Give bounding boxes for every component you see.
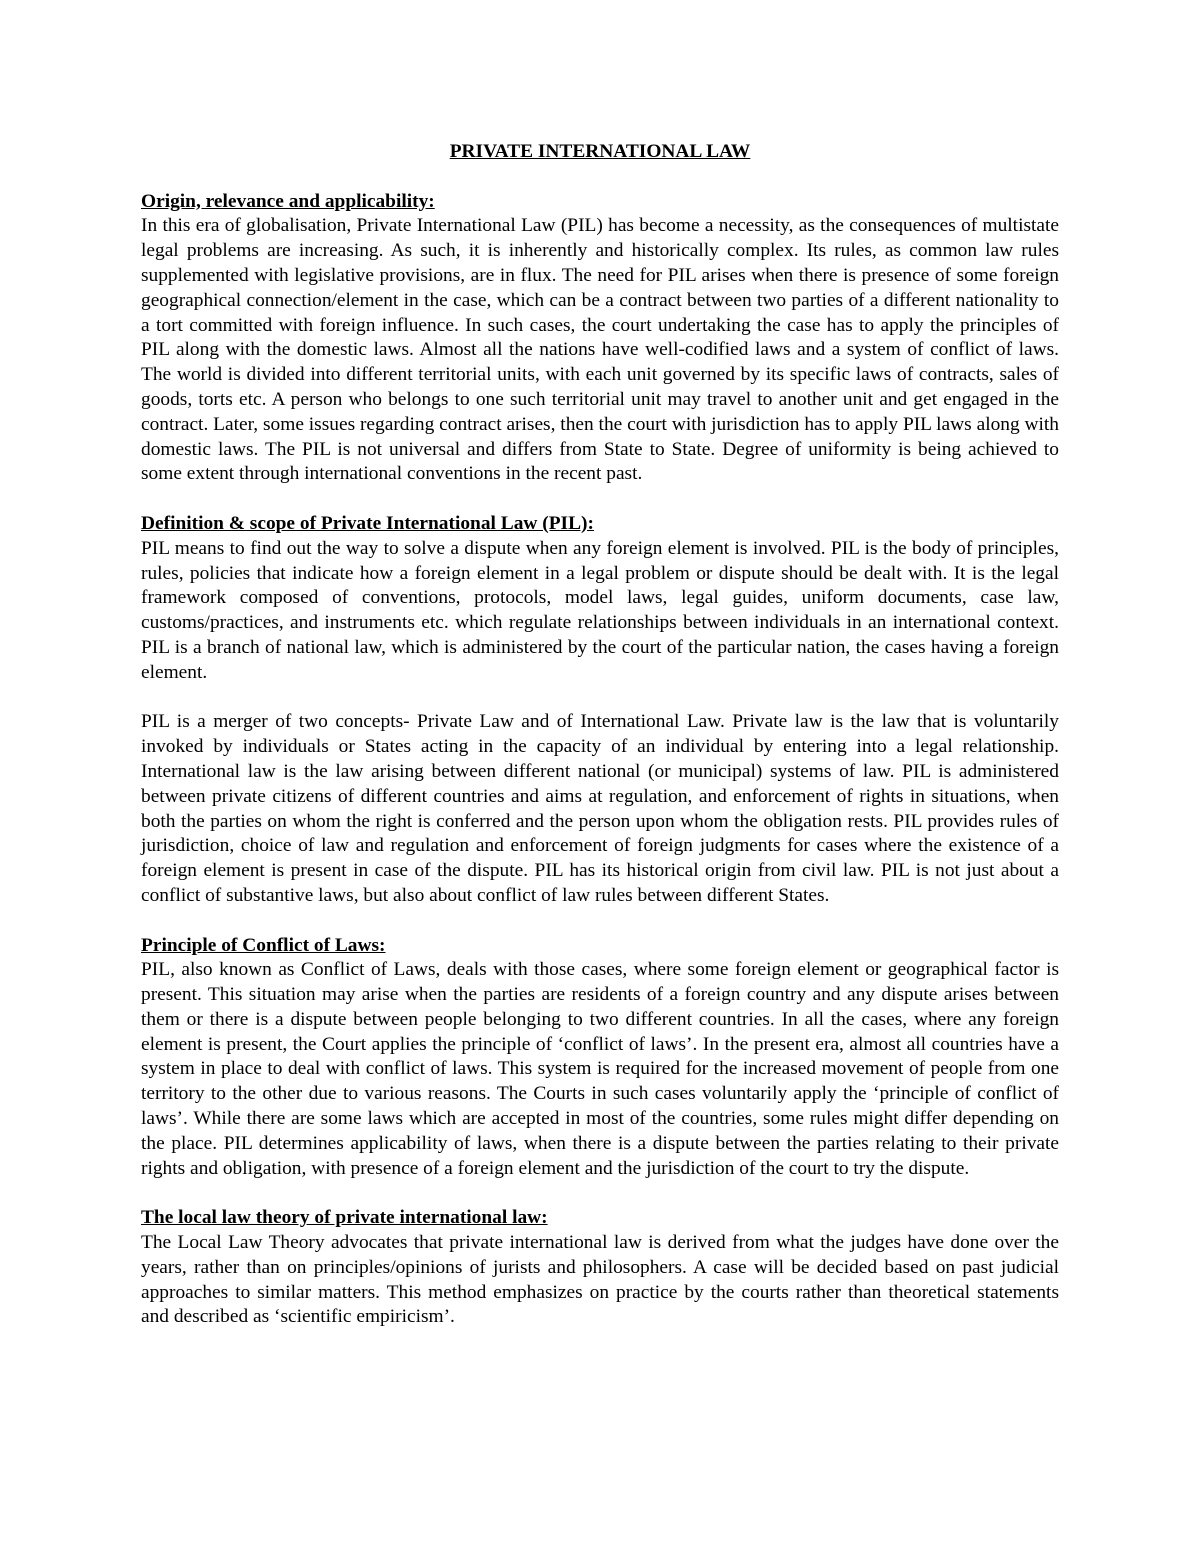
section-heading: Origin, relevance and applicability: [141,190,435,212]
section-paragraph: PIL is a merger of two concepts- Private Law and of International Law. Private law is the law that is voluntarily invoked by individuals or States acting in the capacity of an individual by entering into a legal relationship. International law is the law arising between different national (or municipal) systems of law. PIL is administered between private citizens of different countries and aims at regulation, and enforcement of rights in situations, when both the parties on whom the right is conferred and the person upon whom the obligation rests. PIL provides rules of jurisdiction, choice of law and regulation and enforcement of foreign judgments for cases where the existence of a foreign element is present in case of the dispute. PIL has its historical origin from civil law. PIL is not just about a conflict of substantive laws, but also about conflict of law rules between different States. [141,711,1059,906]
section-conflict-of-laws [141,934,1059,1182]
section-paragraph: PIL means to find out the way to solve a dispute when any foreign element is involved. PIL is the body of principles, rules, policies that indicate how a foreign element in a legal problem or dispute should be dealt with. It is the legal framework composed of conventions, protocols, model laws, legal guides, uniform documents, case law, customs/practices, and instruments etc. which regulate relationships between individuals in an international context. PIL is a branch of national law, which is administered by the court of the particular nation, the cases having a foreign element. [141,537,1059,683]
section-heading: Definition & scope of Private International Law (PIL): [141,512,594,534]
document-title: PRIVATE INTERNATIONAL LAW [449,141,751,162]
section-definition-scope [141,512,1059,909]
section-paragraph: In this era of globalisation, Private International Law (PIL) has become a necessity, as the consequences of multistate legal problems are increasing. As such, it is inherently and historically complex. Its rules, as common law rules supplemented with legislative provisions, are in flux. The need for PIL arises when there is presence of some foreign geographical connection/element in the case, which can be a contract between two parties of a different nationality to a tort committed with foreign influence. In such cases, the court undertaking the case has to apply the principles of PIL along with the domestic laws. Almost all the nations have well-codified laws and a system of conflict of laws. The world is divided into different territorial units, with each unit governed by its specific laws of contracts, sales of goods, torts etc. A person who belongs to one such territorial unit may travel to another unit and get engaged in the contract. Later, some issues regarding contract arises, then the court with jurisdiction has to apply PIL laws along with domestic laws. The PIL is not universal and differs from State to State. Degree of uniformity is being achieved to some extent through international conventions in the recent past. [141,215,1059,485]
document-page [141,140,1059,1355]
section-local-law-theory [141,1206,1059,1330]
section-paragraph: The Local Law Theory advocates that private international law is derived from what the judges have done over the years, rather than on principles/opinions of jurists and philosophers. A case will be decided based on past judicial approaches to similar matters. This method emphasizes on practice by the courts rather than theoretical statements and described as ‘scientific empiricism’. [141,1232,1059,1328]
section-heading: The local law theory of private international law: [141,1207,548,1229]
section-origin [141,190,1059,488]
section-heading: Principle of Conflict of Laws: [141,934,386,956]
section-paragraph: PIL, also known as Conflict of Laws, deals with those cases, where some foreign element or geographical factor is present. This situation may arise when the parties are residents of a foreign country and any dispute arises between them or there is a dispute between people belonging to two different countries. In all the cases, where any foreign element is present, the Court applies the principle of ‘conflict of laws’. In the present era, almost all countries have a system in place to deal with conflict of laws. This system is required for the increased movement of people from one territory to the other due to various reasons. The Courts in such cases voluntarily apply the ‘principle of conflict of laws’. While there are some laws which are accepted in most of the countries, some rules might differ depending on the place. PIL determines applicability of laws, when there is a dispute between the parties relating to their private rights and obligation, with presence of a foreign element and the jurisdiction of the court to try the dispute. [141,959,1059,1179]
